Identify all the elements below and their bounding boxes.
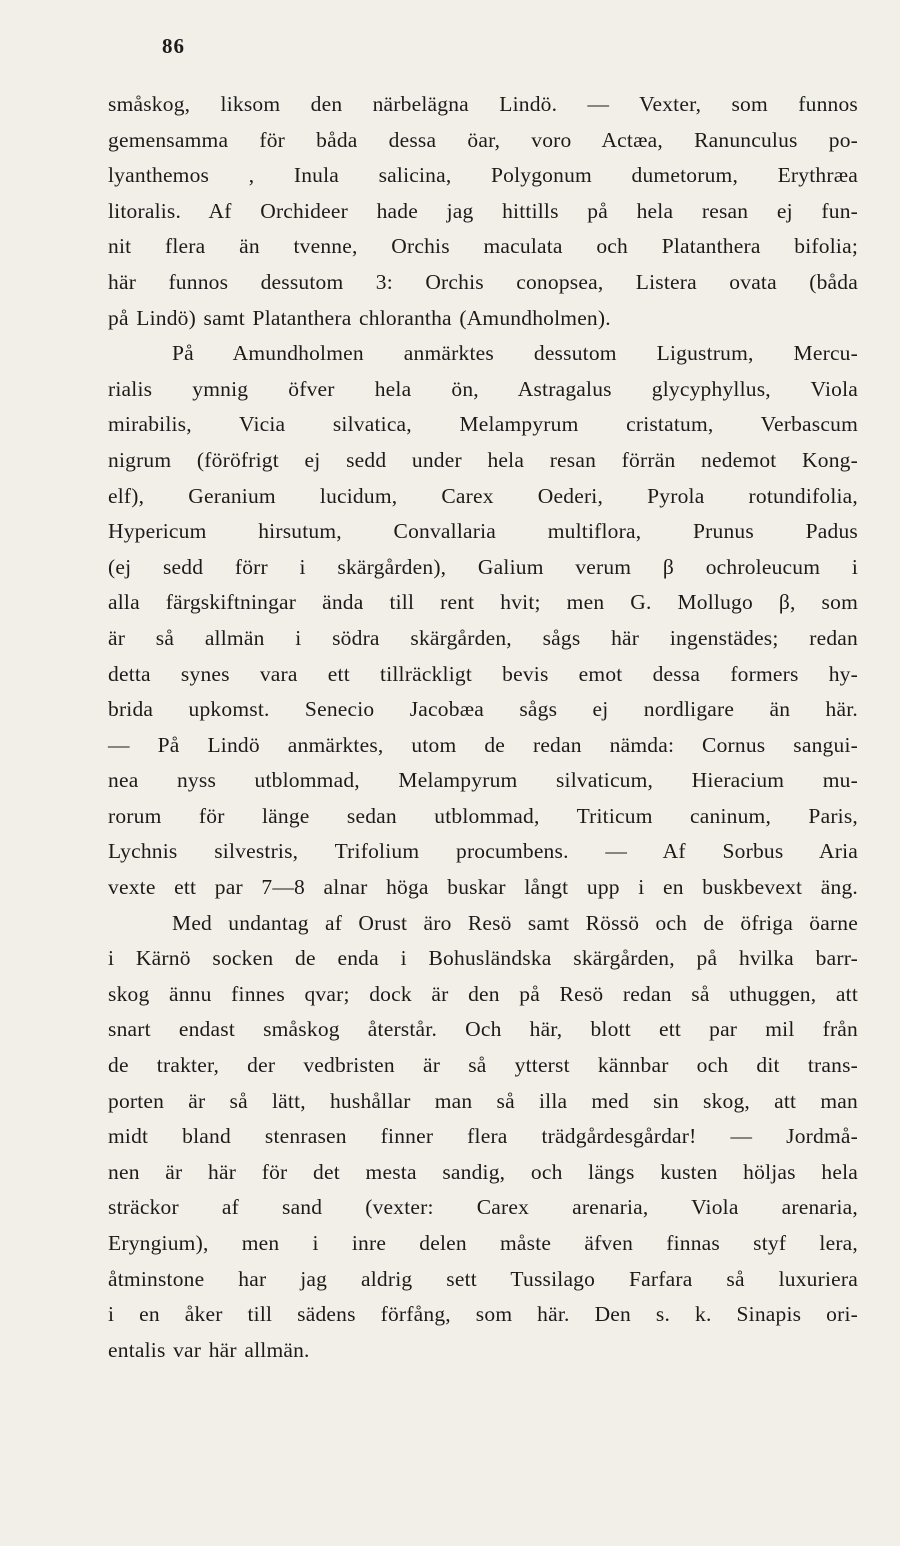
text-line: Lychnis silvestris, Trifolium procumbens. — Af Sorbus Aria <box>108 839 858 864</box>
text-line: (ej sedd förr i skärgården), Galium verum β ochroleucum i <box>108 554 858 579</box>
text-line: alla färgskiftningar ända till rent hvit; men G. Mollugo β, som <box>108 590 858 615</box>
text-line: rorum för länge sedan utblommad, Triticum caninum, Paris, <box>108 803 858 828</box>
page-number: 86 <box>162 34 185 58</box>
text-line: nit flera än tvenne, Orchis maculata och Platanthera bifolia; <box>108 234 858 259</box>
text-line: på Lindö) samt Platanthera chlorantha (Amundholmen). <box>108 305 611 330</box>
text-line: entalis var här allmän. <box>108 1337 310 1362</box>
body-text <box>108 87 858 1368</box>
text-line: snart endast småskog återstår. Och här, blott ett par mil från <box>108 1017 858 1042</box>
text-line: Eryngium), men i inre delen måste äfven finnas styf lera, <box>108 1231 858 1255</box>
text-line: detta synes vara ett tillräckligt bevis emot dessa formers hy- <box>108 661 858 686</box>
text-line: de trakter, der vedbristen är så ytterst kännbar och dit trans- <box>108 1053 858 1078</box>
text-line: är så allmän i södra skärgården, sågs här ingenstädes; redan <box>108 625 858 650</box>
text-line: Hypericum hirsutum, Convallaria multiflora, Prunus Padus <box>108 519 858 544</box>
text-line: skog ännu finnes qvar; dock är den på Resö redan så uthuggen, att <box>108 981 858 1006</box>
text-line: midt bland stenrasen finner flera trädgårdesgårdar! — Jordmå- <box>108 1124 858 1149</box>
text-line: elf), Geranium lucidum, Carex Oederi, Pyrola rotundifolia, <box>108 483 858 508</box>
text-line: åtminstone har jag aldrig sett Tussilago Farfara så luxuriera <box>108 1266 858 1291</box>
text-line: På Amundholmen anmärktes dessutom Ligustrum, Mercu- <box>172 341 858 366</box>
text-line: i Kärnö socken de enda i Bohusländska skärgården, på hvilka barr- <box>108 946 858 971</box>
text-line: — På Lindö anmärktes, utom de redan nämda: Cornus sangui- <box>108 732 858 757</box>
text-line: gemensamma för båda dessa öar, voro Actæa, Ranunculus po- <box>108 127 858 152</box>
text-line: Med undantag af Orust äro Resö samt Rössö och de öfriga öarne <box>172 910 858 935</box>
text-line: vexte ett par 7—8 alnar höga buskar långt upp i en buskbevext äng. <box>108 875 858 900</box>
text-line: rialis ymnig öfver hela ön, Astragalus glycyphyllus, Viola <box>108 376 858 401</box>
text-line: litoralis. Af Orchideer hade jag hittills på hela resan ej fun- <box>108 198 858 223</box>
text-line: mirabilis, Vicia silvatica, Melampyrum cristatum, Verbascum <box>108 412 858 437</box>
text-line: sträckor af sand (vexter: Carex arenaria, Viola arenaria, <box>108 1195 858 1220</box>
text-line: porten är så lätt, hushållar man så illa med sin skog, att man <box>108 1088 858 1113</box>
text-line: lyanthemos , Inula salicina, Polygonum dumetorum, Erythræa <box>108 163 858 188</box>
text-line: nen är här för det mesta sandig, och längs kusten höljas hela <box>108 1159 858 1184</box>
text-line: nigrum (föröfrigt ej sedd under hela resan förrän nedemot Kong- <box>108 447 858 472</box>
text-line: nea nyss utblommad, Melampyrum silvaticum, Hieracium mu- <box>108 768 858 793</box>
text-line: småskog, liksom den närbelägna Lindö. — Vexter, som funnos <box>108 92 858 116</box>
text-line: här funnos dessutom 3: Orchis conopsea, Listera ovata (båda <box>108 269 858 294</box>
text-line: brida upkomst. Senecio Jacobæa sågs ej nordligare än här. <box>108 697 858 722</box>
text-line: i en åker till sädens förfång, som här. Den s. k. Sinapis ori- <box>108 1302 858 1327</box>
